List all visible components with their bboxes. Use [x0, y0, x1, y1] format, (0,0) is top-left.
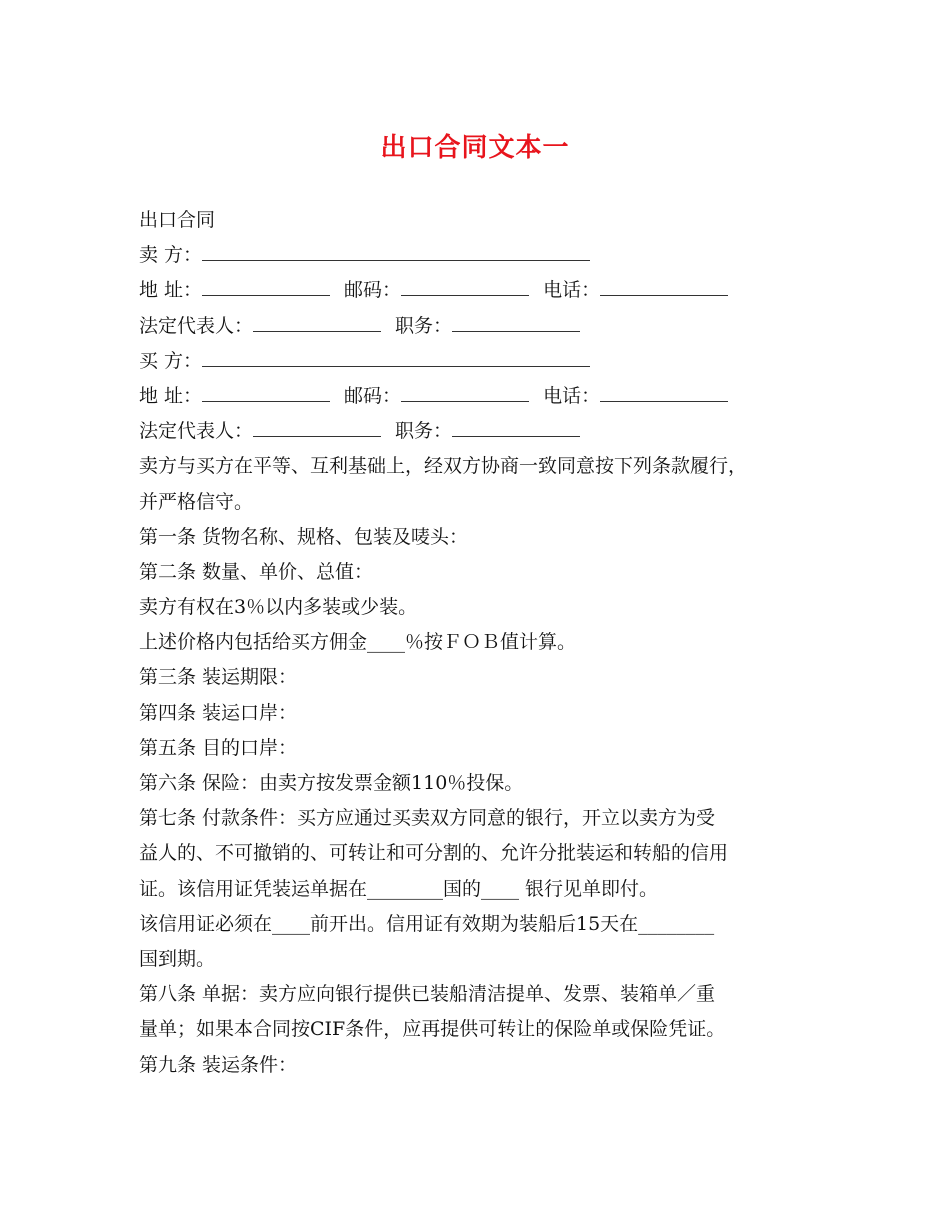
clause-2: 第二条 数量、单价、总值： — [139, 560, 374, 583]
buyer-phone-blank[interactable] — [600, 381, 728, 402]
paragraph-line: 卖方与买方在平等、互利基础上，经双方协商一致同意按下列条款履行， — [139, 455, 748, 478]
buyer-legal-rep-line — [139, 414, 839, 449]
seller-position-label: 职务： — [395, 314, 453, 337]
clause-9: 第九条 装运条件： — [139, 1053, 298, 1076]
paragraph-line: 证。该信用证凭装运单据在________国的____ 银行见单即付。 — [139, 877, 659, 900]
contract-body — [139, 203, 839, 1083]
buyer-postcode-label: 邮码： — [344, 384, 402, 407]
seller-phone-blank[interactable] — [600, 275, 728, 296]
paragraph-line: 该信用证必须在____前开出。信用证有效期为装船后15天在________ — [139, 912, 715, 935]
paragraph-line: 益人的、不可撤销的、可转让和可分割的、允许分批装运和转船的信用 — [139, 842, 729, 865]
clause-8: 第八条 单据：卖方应向银行提供已装船清洁提单、发票、装箱单／重 — [139, 983, 716, 1006]
clause-3: 第三条 装运期限： — [139, 666, 298, 689]
seller-legal-rep-line — [139, 309, 839, 344]
buyer-position-label: 职务： — [395, 420, 453, 443]
buyer-name-blank[interactable] — [202, 346, 590, 367]
paragraph-line: 并严格信守。 — [139, 490, 254, 513]
seller-name-blank[interactable] — [202, 240, 590, 261]
buyer-address-line — [139, 379, 839, 414]
seller-postcode-label: 邮码： — [344, 279, 402, 302]
seller-legal-rep-blank[interactable] — [253, 311, 381, 332]
document-title: 出口合同文本一 — [380, 133, 570, 163]
clause-5: 第五条 目的口岸： — [139, 736, 298, 759]
seller-address-blank[interactable] — [202, 275, 330, 296]
buyer-phone-label: 电话： — [543, 384, 601, 407]
seller-postcode-blank[interactable] — [401, 275, 529, 296]
clause-1: 第一条 货物名称、规格、包装及唛头： — [139, 525, 469, 548]
buyer-address-blank[interactable] — [202, 381, 330, 402]
seller-line — [139, 238, 839, 273]
paragraph-line: 量单；如果本合同按CIF条件，应再提供可转让的保险单或保险凭证。 — [139, 1018, 726, 1041]
buyer-legal-rep-label: 法定代表人： — [139, 420, 254, 443]
contract-heading: 出口合同 — [139, 209, 216, 231]
clause-7: 第七条 付款条件：买方应通过买卖双方同意的银行，开立以卖方为受 — [139, 807, 716, 830]
seller-label: 卖 方： — [139, 244, 203, 267]
paragraph-line: 国到期。 — [139, 947, 216, 970]
buyer-postcode-blank[interactable] — [401, 381, 529, 402]
buyer-address-label: 地 址： — [139, 384, 203, 407]
paragraph-line: 卖方有权在3％以内多装或少装。 — [139, 596, 418, 619]
buyer-position-blank[interactable] — [452, 416, 580, 437]
buyer-label: 买 方： — [139, 349, 203, 372]
seller-position-blank[interactable] — [452, 311, 580, 332]
seller-phone-label: 电话： — [543, 279, 601, 302]
clause-4: 第四条 装运口岸： — [139, 701, 298, 724]
seller-address-label: 地 址： — [139, 279, 203, 302]
buyer-legal-rep-blank[interactable] — [253, 416, 381, 437]
seller-legal-rep-label: 法定代表人： — [139, 314, 254, 337]
paragraph-line: 上述价格内包括给买方佣金____％按ＦＯＢ值计算。 — [139, 631, 577, 654]
clause-6: 第六条 保险：由卖方按发票金额110％投保。 — [139, 772, 524, 794]
seller-address-line — [139, 273, 839, 308]
buyer-line — [139, 344, 839, 379]
